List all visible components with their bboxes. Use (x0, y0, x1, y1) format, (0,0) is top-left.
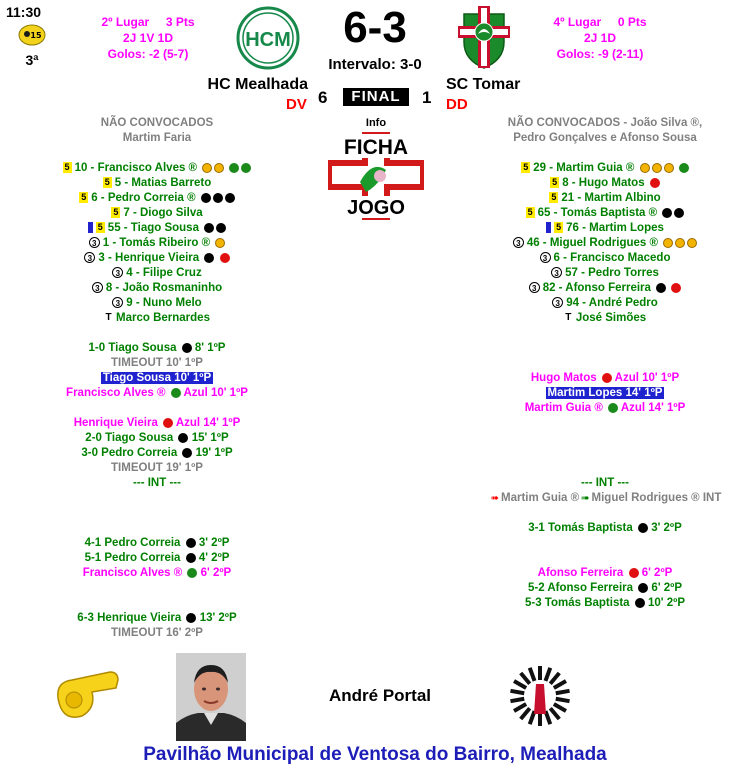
player-name: 8 - Hugo Matos (562, 177, 645, 189)
home-event (20, 341, 294, 356)
venue-name[interactable]: Pavilhão Municipal de Ventosa do Bairro, Mealhada (143, 744, 607, 765)
substitute-mark: 3 (89, 237, 100, 248)
round-number: 3ª (25, 52, 39, 68)
home-event (20, 566, 294, 581)
coach-name: José Simões (575, 312, 647, 324)
away-event (470, 401, 740, 416)
home-player-row[interactable] (20, 251, 294, 266)
away-event (470, 521, 740, 536)
home-player-row[interactable] (20, 191, 294, 206)
home-interval: --- INT --- (133, 477, 181, 489)
goal-icon (182, 343, 192, 353)
substitute-mark: 3 (552, 297, 563, 308)
sub-out-arrow-icon: ➠ (490, 493, 499, 504)
home-player-row[interactable] (20, 161, 294, 176)
starter-mark: 5 (104, 177, 110, 188)
card-icon (171, 388, 181, 398)
home-event (20, 446, 294, 461)
sub-in-arrow-icon: ➠ (581, 493, 590, 504)
away-substitution (470, 491, 740, 506)
home-player-row[interactable] (20, 296, 294, 311)
goal-icon (674, 208, 684, 218)
goal-icon (638, 523, 648, 533)
away-player-row[interactable] (470, 161, 740, 176)
home-standing-goals: Golos: -2 (5-7) (107, 47, 189, 61)
away-player-row[interactable] (470, 296, 740, 311)
goal-icon (204, 253, 214, 263)
goal-icon (635, 598, 645, 608)
substitute-mark: 3 (529, 282, 540, 293)
penalty-icon (675, 238, 685, 248)
substitute-mark: 3 (92, 282, 103, 293)
substitute-mark: 3 (112, 297, 123, 308)
event-text: 4-1 Pedro Correia (84, 537, 181, 549)
penalty-icon (664, 163, 674, 173)
event-time: 15' 1ºP (191, 432, 229, 444)
player-name: 9 - Nuno Melo (126, 297, 202, 309)
round-badge-icon (17, 24, 47, 46)
penalty-icon (652, 163, 662, 173)
away-player-row[interactable] (470, 266, 740, 281)
home-column (20, 116, 294, 641)
ficha-bottom-text: JOGO (347, 197, 405, 219)
event-time: 3' 2ºP (651, 522, 682, 534)
card-icon (220, 253, 230, 263)
home-team-logo[interactable] (236, 6, 300, 70)
starter-mark: 5 (113, 207, 119, 218)
coach-name: Marco Bernardes (116, 312, 210, 324)
home-player-row[interactable] (20, 206, 294, 221)
highlighted-event: Tiago Sousa 10' 1ºP (102, 372, 212, 384)
home-player-row[interactable] (20, 281, 294, 296)
event-text: 1-0 Tiago Sousa (88, 342, 177, 354)
card-icon (241, 163, 251, 173)
event-time: 6' 2ºP (200, 567, 232, 579)
event-text: 6-3 Henrique Vieira (77, 612, 182, 624)
event-time: 6' 2ºP (641, 567, 673, 579)
player-name: 3 - Henrique Vieira (98, 252, 200, 264)
event-text: 3-0 Pedro Correia (81, 447, 178, 459)
away-player-row[interactable] (470, 221, 740, 236)
player-name: 7 - Diogo Silva (123, 207, 203, 219)
event-text: Henrique Vieira (73, 417, 158, 429)
away-player-row[interactable] (470, 176, 740, 191)
event-text: Francisco Alves ® (82, 567, 183, 579)
home-event: TIMEOUT 16' 2ºP (111, 627, 203, 639)
match-sheet-logo[interactable] (326, 130, 426, 222)
away-column (470, 116, 740, 611)
starter-mark: 5 (551, 192, 557, 203)
penalty-icon (202, 163, 212, 173)
away-event (470, 596, 740, 611)
info-label: Info (365, 117, 387, 129)
penalty-icon (671, 283, 681, 293)
home-event (20, 551, 294, 566)
away-event (470, 371, 740, 386)
home-standing (78, 14, 218, 62)
card-icon (602, 373, 612, 383)
event-time: 10' 2ºP (648, 597, 685, 609)
goal-icon (186, 613, 196, 623)
card-icon (163, 418, 173, 428)
home-player-row[interactable] (20, 221, 294, 236)
sub-out-player: Martim Guia ® (501, 492, 580, 504)
event-time: 13' 2ºP (199, 612, 237, 624)
substitute-mark: 3 (551, 267, 562, 278)
goal-icon (656, 283, 666, 293)
penalty-icon (663, 238, 673, 248)
substitute-mark: 3 (112, 267, 123, 278)
home-standing-position: 2º Lugar 3 Pts (101, 15, 195, 29)
player-name: 21 - Martim Albino (561, 192, 661, 204)
away-interval: --- INT --- (581, 477, 629, 489)
sub-in-player: Miguel Rodrigues ® INT (591, 492, 722, 504)
penalty-icon (629, 568, 639, 578)
event-time: 19' 1ºP (195, 447, 233, 459)
goal-icon (182, 448, 192, 458)
event-text: Hugo Matos (530, 372, 597, 384)
away-not-called-list: Pedro Gonçalves e Afonso Sousa (513, 132, 697, 144)
match-time: 11:30 (6, 4, 42, 20)
ficha-top-text: FICHA (343, 136, 409, 159)
home-logo-text: HCM (245, 29, 291, 51)
event-time: Azul 14' 1ºP (620, 402, 686, 414)
substitute-mark: 3 (540, 252, 551, 263)
card-icon (608, 403, 618, 413)
goal-icon (213, 193, 223, 203)
blue-card-mark: | (547, 222, 550, 233)
player-name: 10 - Francisco Alves ® (74, 162, 198, 174)
home-event (20, 386, 294, 401)
event-text: 5-1 Pedro Correia (84, 552, 181, 564)
event-text: 5-2 Afonso Ferreira (527, 582, 634, 594)
home-event (20, 611, 294, 626)
event-time: 4' 2ºP (198, 552, 230, 564)
away-player-row[interactable] (470, 236, 740, 251)
card-icon (650, 178, 660, 188)
penalty-icon (214, 163, 224, 173)
player-name: 4 - Filipe Cruz (126, 267, 202, 279)
round-badge-number: 15 (30, 31, 42, 40)
away-standing-goals: Golos: -9 (2-11) (556, 47, 644, 61)
event-time: 3' 2ºP (198, 537, 230, 549)
away-event (470, 566, 740, 581)
home-event (20, 416, 294, 431)
away-team-name[interactable]: SC Tomar (446, 76, 521, 93)
home-player-row[interactable] (20, 266, 294, 281)
away-standing-position: 4º Lugar 0 Pts (553, 15, 647, 29)
home-not-called-title: NÃO CONVOCADOS (100, 117, 214, 129)
home-player-row[interactable] (20, 236, 294, 251)
starter-mark: 5 (527, 207, 533, 218)
player-name: 5 - Matias Barreto (114, 177, 212, 189)
away-standing (530, 14, 670, 62)
starter-mark: 5 (81, 192, 87, 203)
goal-icon (201, 193, 211, 203)
player-name: 57 - Pedro Torres (565, 267, 659, 279)
event-time: 8' 1ºP (194, 342, 226, 354)
player-name: 82 - Afonso Ferreira (542, 282, 651, 294)
event-time: Azul 14' 1ºP (175, 417, 241, 429)
player-name: 76 - Martim Lopes (566, 222, 664, 234)
home-player-row[interactable] (20, 176, 294, 191)
player-name: 29 - Martim Guia ® (533, 162, 635, 174)
player-name: 46 - Miguel Rodrigues ® (526, 237, 658, 249)
penalty-icon (187, 568, 197, 578)
player-name: 1 - Tomás Ribeiro ® (102, 237, 211, 249)
away-event (470, 581, 740, 596)
event-text: Afonso Ferreira (537, 567, 624, 579)
referee-photo[interactable] (176, 653, 246, 741)
goal-icon (216, 223, 226, 233)
goal-icon (186, 553, 196, 563)
away-player-row[interactable] (470, 251, 740, 266)
player-name: 8 - João Rosmaninho (105, 282, 223, 294)
away-event (470, 386, 740, 401)
halftime-score: Intervalo: 3-0 (328, 56, 422, 73)
card-icon (679, 163, 689, 173)
home-event: TIMEOUT 19' 1ºP (111, 462, 203, 474)
home-standing-record: 2J 1V 1D (122, 31, 174, 45)
substitute-mark: 3 (84, 252, 95, 263)
penalty-icon (215, 238, 225, 248)
starter-mark: 5 (552, 177, 558, 188)
highlighted-event: Martim Lopes 14' 1ºP (547, 387, 663, 399)
referee-name[interactable]: André Portal (328, 686, 432, 705)
away-standing-record: 2J 1D (583, 31, 617, 45)
event-text: 3-1 Tomás Baptista (528, 522, 633, 534)
event-time: Azul 10' 1ºP (614, 372, 680, 384)
event-text: Martim Guia ® (524, 402, 603, 414)
association-logo (508, 664, 572, 728)
goal-icon (225, 193, 235, 203)
goal-icon (178, 433, 188, 443)
event-text: 2-0 Tiago Sousa (85, 432, 174, 444)
event-text: 5-3 Tomás Baptista (524, 597, 630, 609)
starter-mark: 5 (64, 162, 70, 173)
event-text: Francisco Alves ® (66, 387, 166, 399)
goal-icon (638, 583, 648, 593)
coach-mark: T (565, 312, 572, 324)
home-not-called-list: Martim Faria (122, 132, 192, 144)
home-goals-count: 6 (318, 88, 328, 107)
player-name: 65 - Tomás Baptista ® (537, 207, 658, 219)
home-event (20, 371, 294, 386)
away-not-called-title: NÃO CONVOCADOS - João Silva ®, (507, 117, 703, 129)
home-coach-row[interactable] (20, 311, 294, 326)
player-name: 6 - Pedro Correia ® (91, 192, 196, 204)
home-team-name[interactable]: HC Mealhada (207, 76, 308, 93)
goal-icon (186, 538, 196, 548)
starter-mark: 5 (97, 222, 103, 233)
goal-icon (204, 223, 214, 233)
home-event (20, 431, 294, 446)
away-coach-row[interactable] (470, 311, 740, 326)
away-player-row[interactable] (470, 281, 740, 296)
player-name: 55 - Tiago Sousa (107, 222, 199, 234)
away-player-row[interactable] (470, 191, 740, 206)
blue-card-mark: | (89, 222, 92, 233)
whistle-icon (52, 668, 124, 722)
event-time: 6' 2ºP (651, 582, 683, 594)
penalty-icon (640, 163, 650, 173)
home-result-code: DV (286, 96, 307, 113)
final-score: 6-3 (343, 3, 407, 52)
player-name: 94 - André Pedro (566, 297, 658, 309)
home-event: TIMEOUT 10' 1ºP (111, 357, 203, 369)
goal-icon (662, 208, 672, 218)
card-icon (229, 163, 239, 173)
event-time: Azul 10' 1ºP (183, 387, 248, 399)
match-status-badge: FINAL (343, 88, 409, 106)
home-event (20, 536, 294, 551)
starter-mark: 5 (556, 222, 562, 233)
away-result-code: DD (446, 96, 468, 113)
starter-mark: 5 (523, 162, 529, 173)
player-name: 6 - Francisco Macedo (553, 252, 671, 264)
away-team-logo[interactable] (456, 4, 512, 72)
coach-mark: T (105, 312, 112, 324)
penalty-icon (687, 238, 697, 248)
away-goals-count: 1 (422, 88, 432, 107)
substitute-mark: 3 (513, 237, 524, 248)
away-player-row[interactable] (470, 206, 740, 221)
